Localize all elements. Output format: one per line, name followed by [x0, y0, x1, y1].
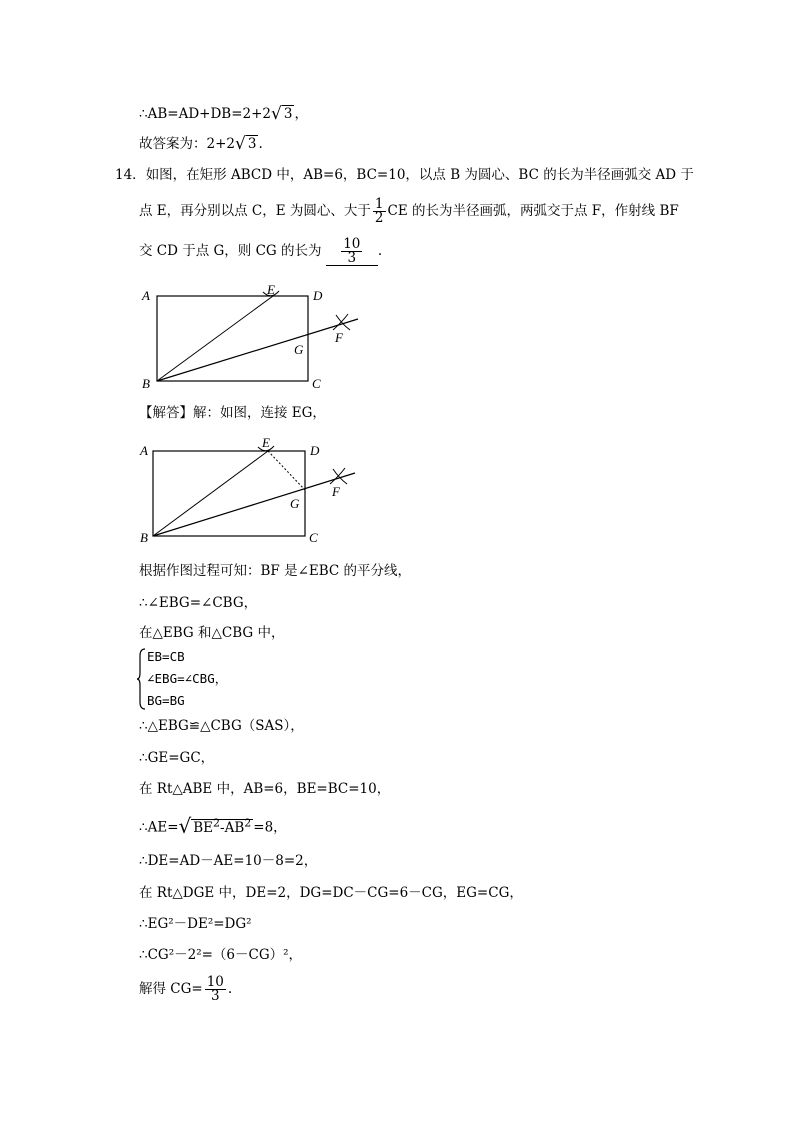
- denominator: 3: [211, 988, 220, 1004]
- label-f: F: [335, 330, 343, 345]
- numerator: 10: [206, 974, 224, 990]
- text: 解得 CG=: [139, 981, 203, 997]
- question-line-2: [139, 198, 679, 225]
- label-g: G: [294, 342, 304, 357]
- text: =8，: [253, 819, 287, 836]
- sqrt-symbol: √: [271, 104, 282, 124]
- numerator: 1: [374, 196, 384, 212]
- label-e: E: [262, 436, 270, 450]
- label-b: B: [140, 530, 148, 545]
- label-a: A: [142, 288, 150, 303]
- segment-be: [157, 296, 273, 381]
- label-g: G: [290, 496, 300, 511]
- question-number: 14．: [115, 167, 146, 183]
- label-b: B: [142, 376, 150, 391]
- prev-answer-line-2: [139, 134, 263, 153]
- segment-eg-dashed: [268, 451, 305, 490]
- solution-step-6: 在 Rt△ABE 中，AB=6，BE=BC=10，: [139, 781, 391, 797]
- arc-f-2: [330, 468, 345, 484]
- exponent: 2: [213, 816, 221, 829]
- solution-step-7: [139, 814, 287, 837]
- label-f: F: [332, 484, 340, 499]
- radicand: 3: [283, 106, 293, 122]
- system-line-3: BG=BG: [147, 693, 185, 708]
- ray-bf: [153, 473, 355, 536]
- figure-solution: [130, 436, 370, 548]
- system-line-2: ∠EBG=∠CBG，: [147, 671, 228, 686]
- label-d: D: [310, 443, 320, 458]
- system-line-1: EB=CB: [147, 649, 185, 664]
- text: ，: [294, 106, 308, 122]
- radicand: 3: [247, 136, 257, 152]
- question-line-3: [139, 238, 382, 266]
- text: ∴AE=: [139, 819, 179, 836]
- label-c: C: [309, 530, 318, 545]
- solution-step-12: [139, 976, 232, 1003]
- exponent: 2: [244, 816, 252, 829]
- text: 如图，在矩形 ABCD 中，AB=6，BC=10，以点 B 为圆心、BC 的长为半径画弧交 AD 于: [145, 167, 694, 183]
- rectangle-abcd: [153, 451, 305, 536]
- solution-step-5: ∴GE=GC，: [139, 750, 215, 766]
- text: 交 CD 于点 G，则 CG 的长为: [139, 243, 322, 259]
- text: .: [377, 243, 383, 259]
- solution-step-8: ∴DE=AD－AE=10－8=2，: [139, 853, 318, 869]
- text: ∴AB=AD+DB=2+2: [139, 106, 272, 122]
- sqrt-symbol: √: [235, 134, 246, 154]
- label-a: A: [140, 443, 148, 458]
- system-brace: [136, 648, 146, 710]
- solution-step-3: 在△EBG 和△CBG 中，: [139, 625, 285, 641]
- solution-step-9: 在 Rt△DGE 中，DE=2，DG=DC－CG=6－CG，EG=CG，: [139, 885, 523, 901]
- text: BE: [193, 819, 214, 836]
- solution-step-4: ∴△EBG≌△CBG（SAS），: [139, 718, 304, 734]
- prev-answer-line-1: [139, 104, 308, 123]
- solution-step-11: ∴CG²－2²=（6－CG）²，: [139, 947, 303, 963]
- denominator: 2: [374, 210, 384, 226]
- question-line-1: [115, 166, 694, 184]
- text: 点 E，再分别以点 C，E 为圆心、大于: [139, 203, 371, 219]
- numerator: 10: [343, 236, 361, 252]
- rectangle-abcd: [157, 296, 308, 381]
- segment-be: [153, 451, 268, 536]
- text: CE 的长为半径画弧，两弧交于点 F，作射线 BF: [387, 203, 679, 219]
- solution-step-1: 根据作图过程可知：BF 是∠EBC 的平分线，: [139, 563, 412, 579]
- solution-step-2: ∴∠EBG=∠CBG，: [139, 595, 258, 611]
- denominator: 3: [347, 250, 357, 266]
- label-d: D: [313, 288, 323, 303]
- ray-bf: [157, 319, 358, 381]
- solution-step-10: ∴EG²－DE²=DG²: [139, 916, 252, 932]
- answer-blank: [326, 238, 378, 266]
- radicand: [191, 816, 253, 836]
- sqrt-symbol: √: [178, 813, 192, 838]
- text: -AB: [220, 819, 245, 836]
- solution-intro: 【解答】解：如图，连接 EG，: [139, 405, 326, 421]
- text: .: [258, 136, 263, 152]
- label-c: C: [312, 376, 321, 391]
- arc-f-2: [333, 314, 348, 330]
- result-fraction: [205, 976, 226, 1003]
- answer-fraction: [341, 238, 362, 265]
- text: .: [227, 981, 233, 997]
- label-e: E: [267, 282, 275, 297]
- fraction-half: [373, 198, 386, 225]
- figure-question: [130, 282, 370, 392]
- text: 故答案为：2+2: [139, 136, 235, 152]
